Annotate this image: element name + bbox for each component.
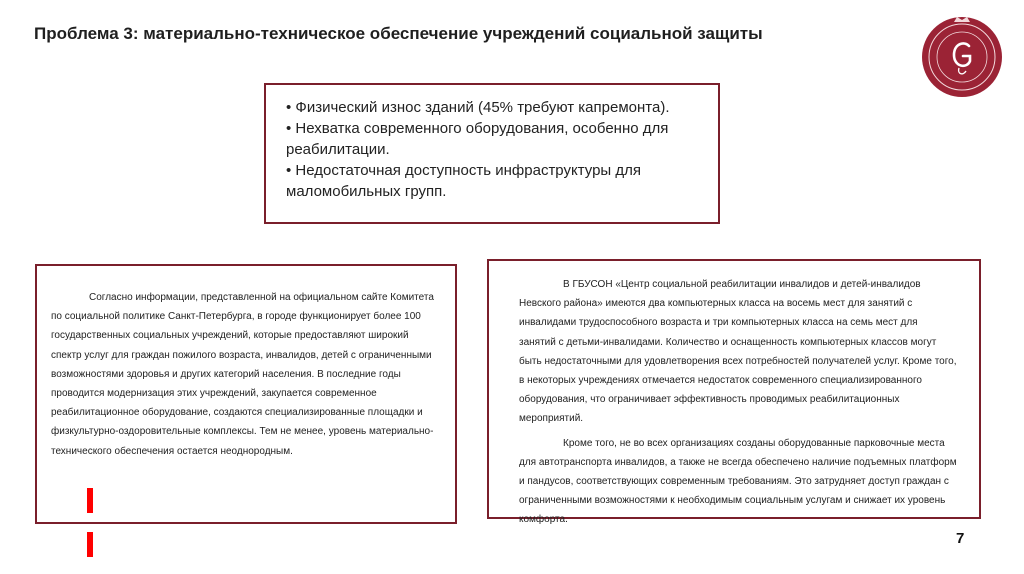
committee-info-text: Согласно информации, представленной на официальном сайте Комитета по социальной политике Санкт-Петербурга, в городе функционирует более 100 государственных социальных учреждений, которые предоставляют широкий спектр услуг для граждан пожилого возраста, инвалидов, детей с ограниченными возможностями здоровья и других категорий населения. В последние годы проводится модернизация этих учреждений, закупается современное реабилитационное оборудование, создаются специализированные площадки и физкультурно-оздоровительные комплексы. Тем не менее, уровень материально-технического обеспечения остается неоднородным. — [51, 292, 434, 457]
red-marker-top — [87, 488, 93, 513]
bullet-item: • Нехватка современного оборудования, особенно для реабилитации. — [286, 120, 669, 158]
bullet-item: • Физический износ зданий (45% требуют капремонта). — [286, 99, 670, 116]
slide-title: Проблема 3: материально-техническое обеспечение учреждений социальной защиты — [34, 24, 763, 43]
center-info-paragraph-2: Кроме того, не во всех организациях созданы оборудованные парковочные места для автотранспорта инвалидов, а также не всегда обеспечено наличие подъемных платформ и пандусов, соответствующих современным требованиям. Это затрудняет доступ граждан с ограниченными возможностями к необходимым социальным услугам и снижает их уровень комфорта. — [519, 437, 957, 526]
page-number: 7 — [956, 530, 965, 547]
center-info-paragraph-1: В ГБУСОН «Центр социальной реабилитации инвалидов и детей-инвалидов Невского района» имеются два компьютерных класса на восемь мест для занятий с инвалидами трудоспособного возраста и три компьютерных класса на семь мест для занятий с детьми-инвалидами. Количество и оснащенность компьютерных классов могут быть недостаточными для удовлетворения всех потребностей получателей услуг. Кроме того, в некоторых учреждениях отмечается недостаток современного специализированного оборудования, что ограничивает эффективность проводимых реабилитационных мероприятий. — [519, 279, 957, 425]
bullet-item: • Недостаточная доступность инфраструктуры для маломобильных групп. — [286, 162, 642, 200]
nevsky-center-info-box — [487, 259, 981, 526]
university-logo-icon — [921, 16, 1003, 98]
red-marker-bottom — [87, 532, 93, 557]
spb-committee-info-box — [35, 264, 457, 524]
problems-summary-box — [264, 83, 720, 224]
